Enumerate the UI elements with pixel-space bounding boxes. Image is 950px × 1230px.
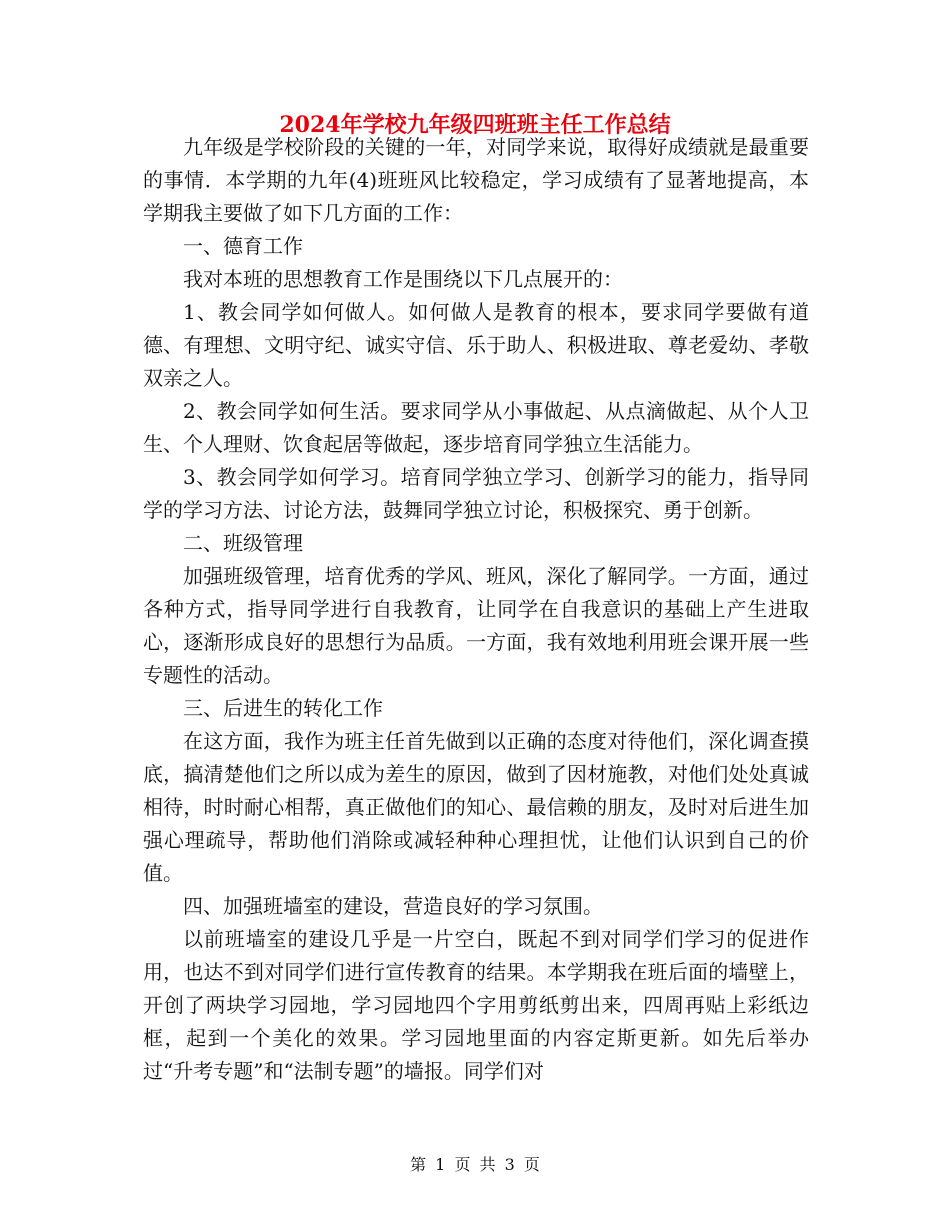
page-number-footer: 第 1 页 共 3 页 [410, 1155, 540, 1174]
list-item: 1、教会同学如何做人。如何做人是教育的根本，要求同学要做有道德、有理想、文明守纪、诚实守信、乐于助人、积极进取、尊老爱幼、孝敬双亲之人。 [143, 300, 809, 390]
document-title: 2024年学校九年级四班班主任工作总结 [279, 112, 671, 138]
section-heading-classroom-wall: 四、加强班墙室的建设，营造良好的学习氛围。 [183, 894, 603, 918]
paragraph: 加强班级管理，培育优秀的学风、班风，深化了解同学。一方面，通过各种方式，指导同学进行自我教育，让同学在自我意识的基础上产生进取心，逐渐形成良好的思想行为品质。一方面，我有效地利用班会课开展一些专题性的活动。 [143, 564, 809, 687]
list-item: 2、教会同学如何生活。要求同学从小事做起、从点滴做起、从个人卫生、个人理财、饮食起居等做起，逐步培育同学独立生活能力。 [143, 399, 809, 456]
paragraph: 以前班墙室的建设几乎是一片空白，既起不到对同学们学习的促进作用，也达不到对同学们进行宣传教育的结果。本学期我在班后面的墙壁上，开创了两块学习园地，学习园地四个字用剪纸剪出来，四周再贴上彩纸边框，起到一个美化的效果。学习园地里面的内容定斯更新。如先后举办过“升考专题”和“法制专题”的墙报。同学们对 [143, 927, 809, 1083]
section-heading-class-management: 二、班级管理 [183, 531, 303, 555]
list-item: 3、教会同学如何学习。培育同学独立学习、创新学习的能力，指导同学的学习方法、讨论方法，鼓舞同学独立讨论，积极探究、勇于创新。 [143, 465, 809, 522]
paragraph: 我对本班的思想教育工作是围绕以下几点展开的： [183, 267, 623, 291]
document-body [143, 131, 809, 1088]
section-heading-moral-education: 一、德育工作 [183, 234, 303, 258]
paragraph-intro: 九年级是学校阶段的关键的一年，对同学来说，取得好成绩就是最重要的事情．本学期的九年(4)班班风比较稳定，学习成绩有了显著地提高，本学期我主要做了如下几方面的工作： [143, 135, 809, 225]
section-heading-underachievers: 三、后进生的转化工作 [183, 696, 383, 720]
paragraph: 在这方面，我作为班主任首先做到以正确的态度对待他们，深化调查摸底，搞清楚他们之所以成为差生的原因，做到了因材施教，对他们处处真诚相待，时时耐心相帮，真正做他们的知心、最信赖的朋友，及时对后进生加强心理疏导，帮助他们消除或减轻种种心理担忧，让他们认识到自己的价值。 [143, 729, 809, 885]
